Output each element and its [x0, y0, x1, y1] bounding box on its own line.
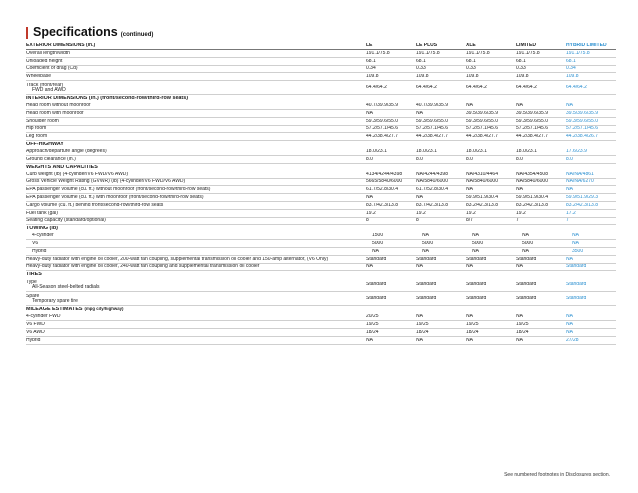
- exterior-value: 191.1/75.8: [466, 50, 490, 56]
- weights-value: NA/4354/4508: [516, 171, 548, 177]
- towing-equipment-value: NA: [366, 264, 373, 270]
- weights-value: NA: [416, 195, 423, 201]
- towing-equipment-value: Standard: [466, 256, 487, 262]
- exterior-value: 68.1: [416, 58, 426, 64]
- table-row: [26, 118, 616, 126]
- exterior-label: Coefficient of drag (Cd): [26, 66, 78, 72]
- towing-value: NA: [522, 233, 529, 239]
- interior-value: 57.2/57.1/45.6: [466, 126, 498, 132]
- section-exterior: EXTERIOR DIMENSIONS (in.): [26, 42, 96, 48]
- table-row: [26, 232, 616, 240]
- tires-label-2: Temporary spare tire: [32, 297, 78, 304]
- mileage-value: NA: [566, 322, 573, 328]
- towing-equipment-value: Standard: [516, 256, 537, 262]
- table-row: [26, 73, 616, 81]
- weights-value: 5665/5840/6000: [366, 179, 403, 185]
- spec-table: [26, 41, 616, 345]
- towing-value: 5000: [522, 241, 534, 247]
- mileage-label: 4-cylinder FWD: [26, 314, 61, 320]
- interior-label: Hip room: [26, 126, 47, 132]
- interior-value: 57.2/57.1/45.6: [516, 126, 548, 132]
- title-accent-bar: [26, 27, 28, 39]
- weights-value: NA: [466, 187, 473, 193]
- off-highway-value: 8.0: [366, 156, 373, 162]
- mileage-value: NA: [466, 314, 473, 320]
- interior-value: NA: [466, 103, 473, 109]
- table-row: [26, 58, 616, 66]
- tires-value: Standard: [566, 296, 587, 302]
- weights-value: 83.7/42.3/13.8: [366, 202, 398, 208]
- interior-value: NA: [566, 103, 573, 109]
- tires-label: [26, 294, 366, 304]
- section-tires-row: [26, 271, 616, 278]
- towing-value: 5000: [372, 241, 384, 247]
- weights-value: 19.2: [516, 210, 526, 216]
- section-mileage: MILEAGE ESTIMATES: [26, 307, 83, 313]
- weights-label: Cargo volume (cu. ft.) behind front/second-row/third-row seats: [26, 202, 164, 208]
- page-title-wrap: [26, 25, 153, 41]
- weights-value: NA: [566, 187, 573, 193]
- off-highway-value: 8.0: [516, 156, 523, 162]
- table-row: [26, 248, 616, 256]
- table-header-row: [26, 41, 616, 50]
- towing-equipment-value: NA: [566, 256, 573, 262]
- weights-value: NA/5840/6000: [516, 179, 548, 185]
- weights-value: NA: [516, 187, 523, 193]
- tires-value: Standard: [566, 282, 587, 288]
- weights-value: NA/4310/4464: [466, 171, 498, 177]
- exterior-value: 68.1: [566, 58, 576, 64]
- table-row: [26, 278, 616, 292]
- weights-value: 83.2/42.3/13.8: [516, 202, 548, 208]
- mileage-value: NA: [366, 337, 373, 343]
- interior-value: 57.2/57.1/45.6: [366, 126, 398, 132]
- weights-value: NA/5840/6000: [466, 179, 498, 185]
- mileage-label: V6 AWD: [26, 329, 45, 335]
- interior-value: 59.3/59.6/55.0: [516, 118, 548, 124]
- section-mileage-row: [26, 306, 616, 313]
- exterior-value: 68.1: [466, 58, 476, 64]
- table-row: [26, 171, 616, 179]
- section-off-highway-row: [26, 141, 616, 148]
- interior-value: 59.3/59.6/55.0: [466, 118, 498, 124]
- mileage-value: 18/24: [466, 329, 479, 335]
- exterior-value: 0.34: [366, 66, 376, 72]
- towing-equipment-value: Standard: [416, 256, 437, 262]
- exterior-value: 68.1: [516, 58, 526, 64]
- track-label: [26, 83, 366, 93]
- weights-label: Seating capacity (standard/optional): [26, 218, 106, 224]
- weights-value: NA/NA/4861: [566, 171, 594, 177]
- section-towing: TOWING (lb): [26, 226, 58, 232]
- footnote: See numbered footnotes in Disclosures section.: [504, 472, 610, 478]
- col-le-plus: LE PLUS: [416, 42, 438, 48]
- towing-value: 5000: [422, 241, 434, 247]
- exterior-value: 191.1/75.8: [416, 50, 440, 56]
- interior-value: NA: [516, 103, 523, 109]
- towing-equipment-value: NA: [516, 264, 523, 270]
- weights-value: 83.7/42.3/13.8: [416, 202, 448, 208]
- table-row: [26, 133, 616, 141]
- table-row: [26, 313, 616, 321]
- exterior-label: Unloaded height: [26, 58, 63, 64]
- towing-equipment-label: Heavy-duty radiator with engine oil cooler, 240-watt fan coupling and supplemental transmission oil cooler: [26, 264, 260, 270]
- interior-value: 44.2/38.4/27.7: [416, 134, 448, 140]
- col-xle: XLE: [466, 42, 476, 48]
- table-row: [26, 66, 616, 74]
- exterior-value: 0.33: [466, 66, 476, 72]
- towing-equipment-label: Heavy-duty radiator with engine oil cooler, 200-watt fan coupling, supplemental transmission oil cooler and 150-amp alternator, (V6 Only): [26, 256, 329, 262]
- mileage-value: 18/24: [516, 329, 529, 335]
- interior-value: 39.5/39.6/35.9: [466, 110, 498, 116]
- exterior-value: 191.1/75.8: [566, 50, 590, 56]
- exterior-value: 109.8: [366, 74, 379, 80]
- interior-value: NA: [366, 110, 373, 116]
- section-towing-row: [26, 225, 616, 232]
- towing-label: Hybrid: [32, 248, 47, 254]
- towing-equipment-value: Standard: [566, 264, 587, 270]
- interior-value: 57.2/57.1/45.6: [566, 126, 598, 132]
- towing-equipment-value: Standard: [366, 256, 387, 262]
- tires-value: Standard: [366, 282, 387, 288]
- tires-label: [26, 280, 366, 290]
- section-weights-row: [26, 164, 616, 171]
- tires-value: Standard: [366, 296, 387, 302]
- tires-value: Standard: [416, 296, 437, 302]
- off-highway-value: 8.0: [566, 156, 573, 162]
- weights-label: Fuel tank (gal): [26, 210, 58, 216]
- towing-value: NA: [422, 233, 429, 239]
- weights-value: NA/5840/6000: [416, 179, 448, 185]
- mileage-value: 19/25: [466, 322, 479, 328]
- towing-equipment-value: NA: [466, 264, 473, 270]
- interior-value: 39.5/39.6/35.9: [516, 110, 548, 116]
- mileage-value: 18/24: [366, 329, 379, 335]
- table-row: [26, 202, 616, 210]
- tires-value: Standard: [516, 296, 537, 302]
- weights-value: 19.2: [466, 210, 476, 216]
- table-row: [26, 218, 616, 226]
- table-row: [26, 186, 616, 194]
- interior-value: 57.2/57.1/45.6: [416, 126, 448, 132]
- mileage-value: 18/24: [416, 329, 429, 335]
- mileage-value: NA: [516, 314, 523, 320]
- weights-value: 17.2: [566, 210, 576, 216]
- interior-value: 40.7/39.9/35.9: [366, 103, 398, 109]
- weights-label: EPA passenger volume (cu. ft.) with moonroof (front/second-row/third-row seats): [26, 195, 204, 201]
- weights-label: Curb weight (lb) (4-cylinder/V6 FWD/V6 AWD): [26, 171, 129, 177]
- interior-value: 40.7/39.9/35.9: [416, 103, 448, 109]
- table-row: [26, 194, 616, 202]
- track-value: 64.4/64.2: [366, 85, 387, 91]
- interior-value: 44.2/38.4/27.7: [466, 134, 498, 140]
- weights-label: Gross Vehicle Weight Rating (GVWR) (lb) (4-cylinder/V6 FWD/V6 AWD): [26, 179, 186, 185]
- off-highway-value: 17.6/23.9: [566, 149, 587, 155]
- weights-value: 7: [516, 218, 519, 224]
- exterior-value: 0.33: [416, 66, 426, 72]
- weights-value: 61.7/52.8/30.4: [416, 187, 448, 193]
- table-row: [26, 240, 616, 248]
- mileage-value: NA: [466, 337, 473, 343]
- weights-value: 8: [366, 218, 369, 224]
- tires-value: Standard: [466, 296, 487, 302]
- table-row: [26, 50, 616, 58]
- table-row: [26, 110, 616, 118]
- section-tires: TIRES: [26, 272, 42, 278]
- weights-value: 59.9/51.9/29.3: [566, 195, 598, 201]
- weights-value: NA/NA/6270: [566, 179, 594, 185]
- off-highway-value: 18.0/23.1: [416, 149, 437, 155]
- table-row: [26, 337, 616, 345]
- exterior-value: 109.8: [466, 74, 479, 80]
- tires-value: Standard: [416, 282, 437, 288]
- towing-value: NA: [472, 233, 479, 239]
- weights-value: 83.2/42.3/13.8: [566, 202, 598, 208]
- interior-value: 44.2/38.4/26.7: [566, 134, 598, 140]
- interior-label: Shoulder room: [26, 118, 59, 124]
- col-hybrid-limited: HYBRID LIMITED: [566, 42, 607, 48]
- off-highway-label: Approach/departure angle (degrees): [26, 149, 107, 155]
- weights-value: 59.9/51.9/30.4: [466, 195, 498, 201]
- interior-label: Leg room: [26, 134, 48, 140]
- mileage-value: 19/25: [366, 322, 379, 328]
- table-row: [26, 102, 616, 110]
- table-row: [26, 148, 616, 156]
- interior-value: 44.2/38.4/27.7: [366, 134, 398, 140]
- exterior-value: 68.1: [366, 58, 376, 64]
- weights-value: 61.7/52.8/30.4: [366, 187, 398, 193]
- mileage-value: 19/25: [516, 322, 529, 328]
- towing-value: 1500: [372, 233, 384, 239]
- weights-value: NA/4244/4398: [416, 171, 448, 177]
- exterior-value: 0.33: [516, 66, 526, 72]
- section-mileage-label: [26, 307, 366, 312]
- towing-value: 3500: [572, 248, 584, 254]
- interior-value: 59.3/59.6/55.0: [566, 118, 598, 124]
- table-row: [26, 210, 616, 218]
- interior-label: Head room with moonroof: [26, 110, 84, 116]
- table-row: [26, 264, 616, 272]
- track-value: 64.4/64.2: [416, 85, 437, 91]
- towing-value: NA: [572, 241, 579, 247]
- section-mileage-sub: (mpg city/highway): [84, 307, 124, 312]
- interior-value: 59.3/59.6/55.0: [416, 118, 448, 124]
- table-row: [26, 126, 616, 134]
- mileage-value: 19/25: [416, 322, 429, 328]
- mileage-value: NA: [516, 337, 523, 343]
- weights-value: 7: [566, 218, 569, 224]
- interior-value: 59.3/59.6/55.0: [366, 118, 398, 124]
- towing-label: V6: [32, 241, 39, 247]
- exterior-value: 109.8: [416, 74, 429, 80]
- exterior-value: 191.1/75.8: [366, 50, 390, 56]
- exterior-value: 0.34: [566, 66, 576, 72]
- track-value: 64.4/64.2: [566, 85, 587, 91]
- towing-value: NA: [522, 248, 529, 254]
- table-row: [26, 292, 616, 306]
- off-highway-value: 18.0/23.1: [366, 149, 387, 155]
- towing-value: NA: [572, 233, 579, 239]
- off-highway-value: 18.0/23.1: [466, 149, 487, 155]
- off-highway-value: 8.0: [416, 156, 423, 162]
- exterior-value: 109.8: [516, 74, 529, 80]
- interior-value: 44.2/38.4/27.7: [516, 134, 548, 140]
- weights-value: NA: [366, 195, 373, 201]
- mileage-label: V6 FWD: [26, 322, 45, 328]
- table-row: [26, 321, 616, 329]
- weights-value: 19.2: [366, 210, 376, 216]
- towing-equipment-value: NA: [416, 264, 423, 270]
- towing-value: NA: [372, 248, 379, 254]
- weights-value: 83.2/42.3/13.8: [466, 202, 498, 208]
- weights-label: EPA passenger volume (cu. ft.) without moonroof (front/second-row/third-row seats): [26, 187, 211, 193]
- table-row: [26, 81, 616, 95]
- tires-value: Standard: [516, 282, 537, 288]
- tires-value: Standard: [466, 282, 487, 288]
- mileage-value: NA: [566, 329, 573, 335]
- table-row: [26, 156, 616, 164]
- track-label-1: Track (front/rear): [26, 82, 64, 88]
- table-row: [26, 256, 616, 264]
- mileage-label: Hybrid: [26, 337, 41, 343]
- towing-value: NA: [472, 248, 479, 254]
- weights-value: 59.9/51.9/30.4: [516, 195, 548, 201]
- towing-value: NA: [422, 248, 429, 254]
- mileage-value: 20/25: [366, 314, 379, 320]
- exterior-label: Wheelbase: [26, 74, 52, 80]
- exterior-value: 191.1/75.8: [516, 50, 540, 56]
- section-off-highway: OFF-HIGHWAY: [26, 141, 64, 147]
- off-highway-value: 18.0/23.1: [516, 149, 537, 155]
- interior-value: 39.5/39.6/35.9: [566, 110, 598, 116]
- towing-label: 4-cylinder: [32, 233, 54, 239]
- track-label-2: FWD and AWD: [32, 86, 66, 93]
- weights-value: 4134/4244/4398: [366, 171, 403, 177]
- page-title: Specifications: [33, 25, 118, 39]
- off-highway-value: 8.0: [466, 156, 473, 162]
- track-value: 64.4/64.2: [466, 85, 487, 91]
- tires-label-1: Spare: [26, 293, 40, 299]
- section-interior-row: [26, 95, 616, 102]
- tires-label-2: All-Season steel-belted radials: [32, 283, 100, 290]
- page-title-sub: (continued): [120, 32, 154, 38]
- weights-value: 19.2: [416, 210, 426, 216]
- off-highway-label: Ground clearance (in.): [26, 156, 76, 162]
- section-weights: WEIGHTS AND CAPACITIES: [26, 164, 98, 170]
- mileage-value: 27/28: [566, 337, 579, 343]
- col-le: LE: [366, 42, 373, 48]
- exterior-value: 109.8: [566, 74, 579, 80]
- exterior-label: Overall length/width: [26, 50, 70, 56]
- mileage-value: NA: [416, 314, 423, 320]
- table-row: [26, 329, 616, 337]
- towing-value: 5000: [472, 241, 484, 247]
- tires-label-1: Type: [26, 279, 37, 285]
- section-interior: INTERIOR DIMENSIONS (in.) (front/second-row/third-row seats): [26, 95, 189, 101]
- weights-value: 8: [416, 218, 419, 224]
- interior-label: Head room without moonroof: [26, 103, 91, 109]
- mileage-value: NA: [566, 314, 573, 320]
- track-value: 64.4/64.2: [516, 85, 537, 91]
- col-limited: LIMITED: [516, 42, 536, 48]
- table-row: [26, 179, 616, 187]
- weights-value: 8/7: [466, 218, 473, 224]
- interior-value: NA: [416, 110, 423, 116]
- mileage-value: NA: [416, 337, 423, 343]
